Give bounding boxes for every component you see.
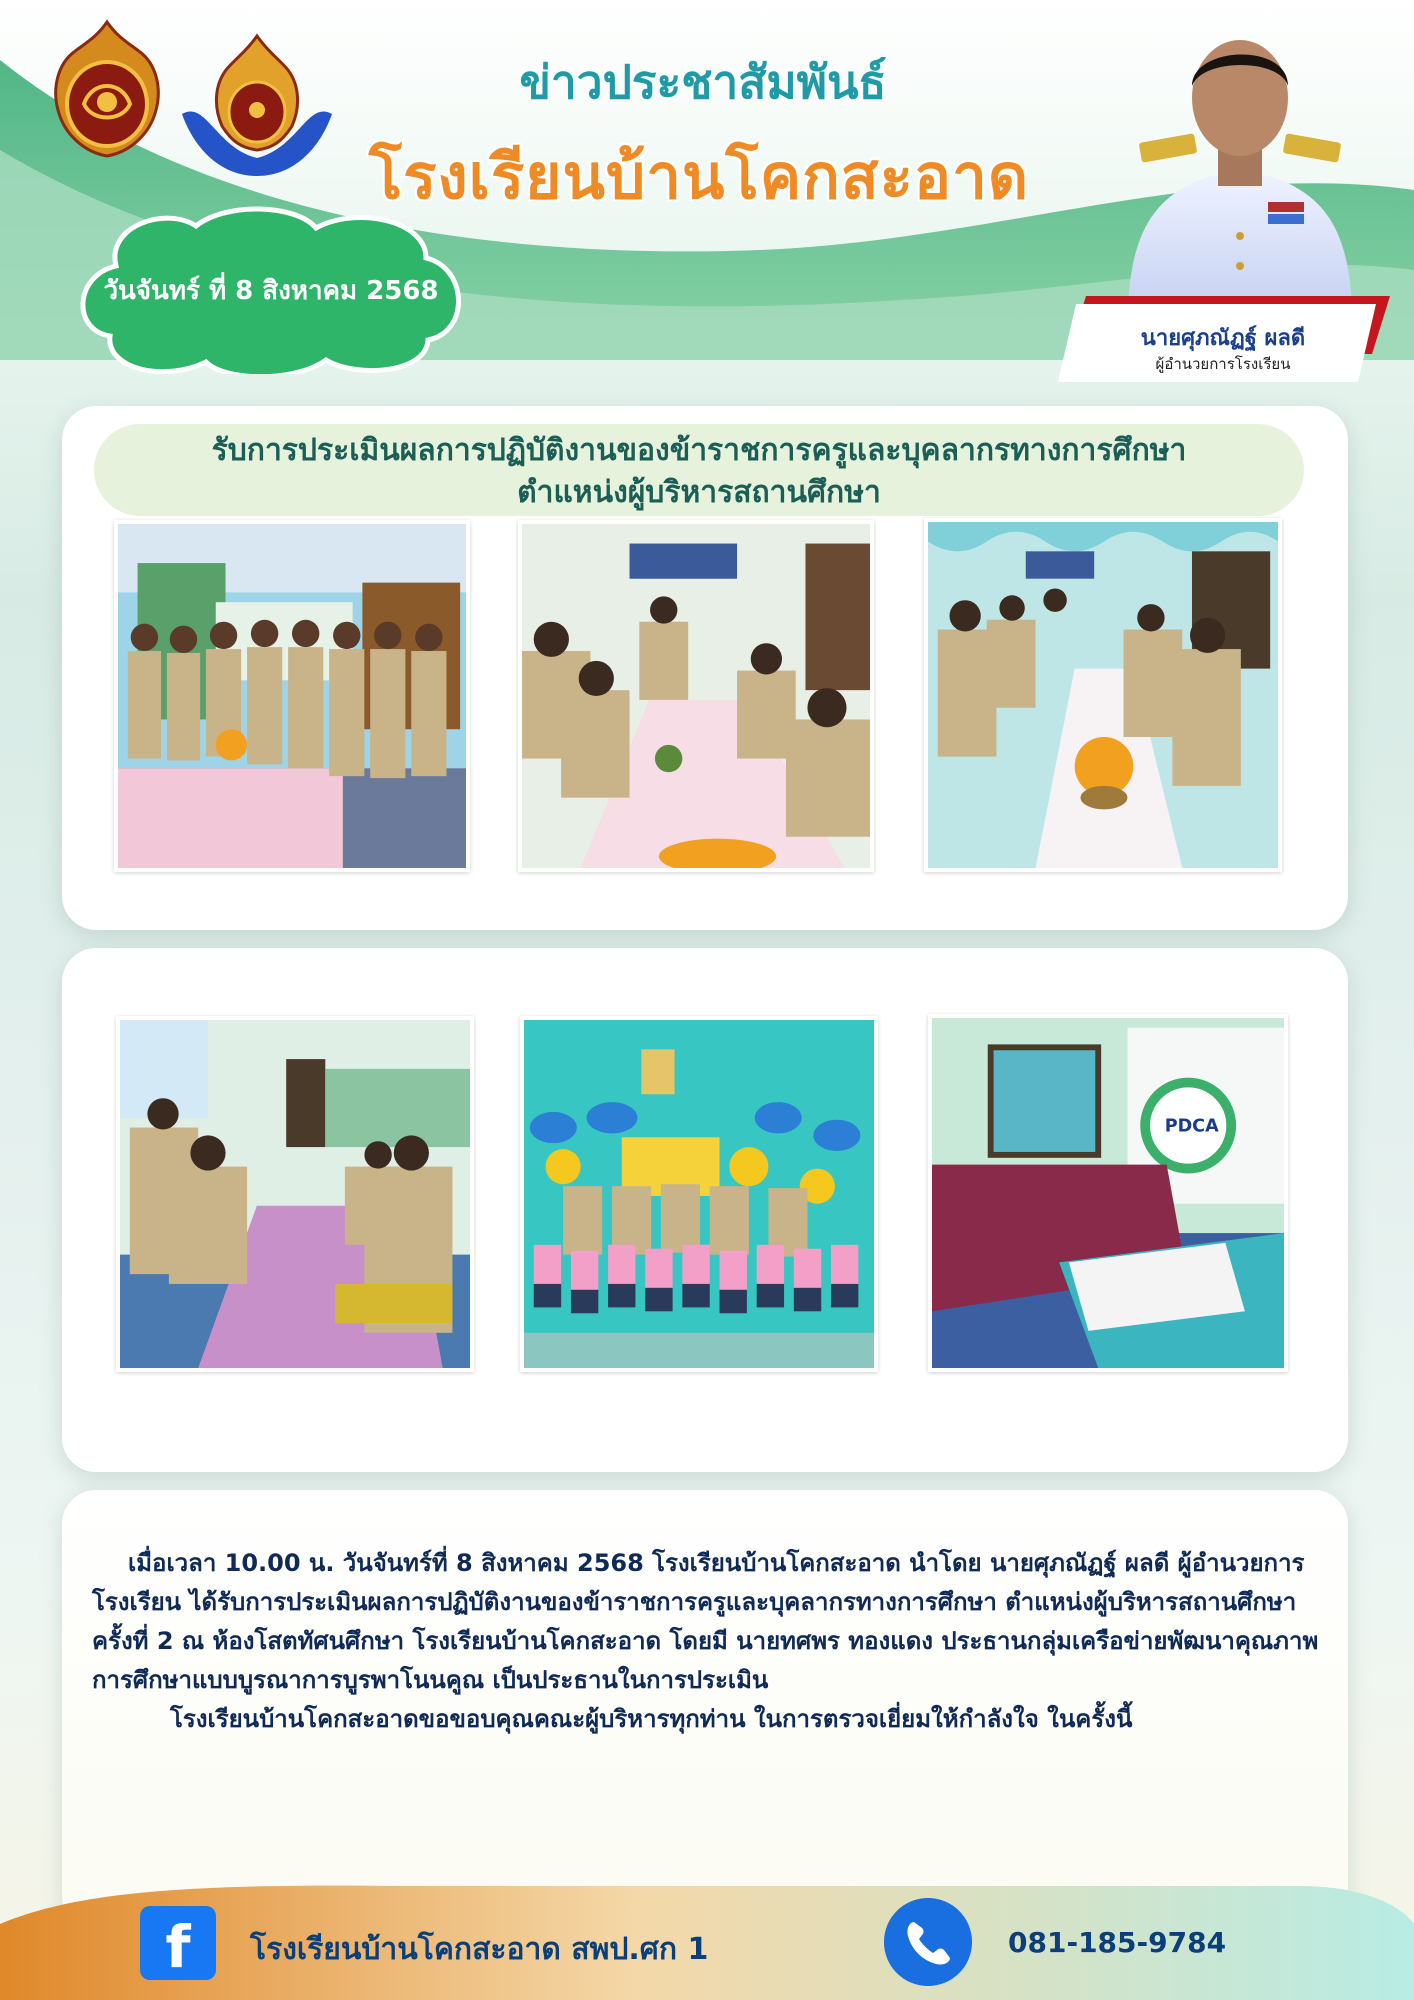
students-photo-icon [524,1020,874,1368]
director-name: นายศุภณัฏฐ์ ผลดี [1140,326,1306,351]
group-photo-icon [118,524,466,868]
photo-meeting-table [518,520,874,872]
news-subtitle: ข่าวประชาสัมพันธ์ [519,55,887,109]
publish-date: วันจันทร์ ที่ 8 สิงหาคม 2568 [103,276,439,306]
meeting-room-photo-icon [120,1020,470,1368]
facebook-page-link[interactable]: โรงเรียนบ้านโคกสะอาด สพป.ศก 1 [250,1932,709,1967]
pdca-display-photo-icon [932,1018,1284,1368]
meeting-table-photo-icon [928,522,1278,868]
body-paragraph-1: เมื่อเวลา 10.00 น. วันจันทร์ที่ 8 สิงหาคม 2568 โรงเรียนบ้านโคกสะอาด นำโดย นายศุภณัฏฐ์ ผลดี ผู้อำนวยการโรงเรียน ได้รับการประเมินผลการปฏิบัติงานของข้าราชการครูและบุคลากรทางการศึกษา ตำแหน่งผู้บริหารสถานศึกษา ครั้งที่ 2 ณ ห้องโสตทัศนศึกษา โรงเรียนบ้านโคกสะอาด โดยมี นายทศพร ทองแดง ประธานกลุ่มเครือข่ายพัฒนาคุณภาพการศึกษาแบบบูรณาการบูรพาโนนคูณ เป็นประธานในการประเมิน [92,1549,1319,1694]
photo-pdca-display [928,1014,1288,1372]
photo-meeting-long-table [924,518,1282,872]
meeting-photo-icon [522,524,870,868]
phone-number[interactable]: 081-185-9784 [1008,1926,1227,1959]
photo-group-standing [114,520,470,872]
pdca-label: PDCA [1164,1116,1219,1137]
facebook-icon[interactable]: f [140,1906,216,1980]
photo-students-group [520,1016,878,1372]
body-paragraph-2: โรงเรียนบ้านโคกสะอาดขอขอบคุณคณะผู้บริหารทุกท่าน ในการตรวจเยี่ยมให้กำลังใจ ในครั้งนี้ [170,1705,1133,1733]
headline-line-1: รับการประเมินผลการปฏิบัติงานของข้าราชการครูและบุคลากรทางการศึกษา [211,433,1187,468]
director-portrait [1118,26,1362,306]
director-position: ผู้อำนวยการโรงเรียน [1155,355,1291,373]
phone-icon[interactable] [884,1898,972,1986]
school-title: โรงเรียนบ้านโคกสะอาด [368,140,1030,213]
photo-evaluation-session [116,1016,474,1372]
headline-line-2: ตำแหน่งผู้บริหารสถานศึกษา [517,475,881,510]
news-body [92,1544,1332,1739]
news-headline [94,430,1304,514]
